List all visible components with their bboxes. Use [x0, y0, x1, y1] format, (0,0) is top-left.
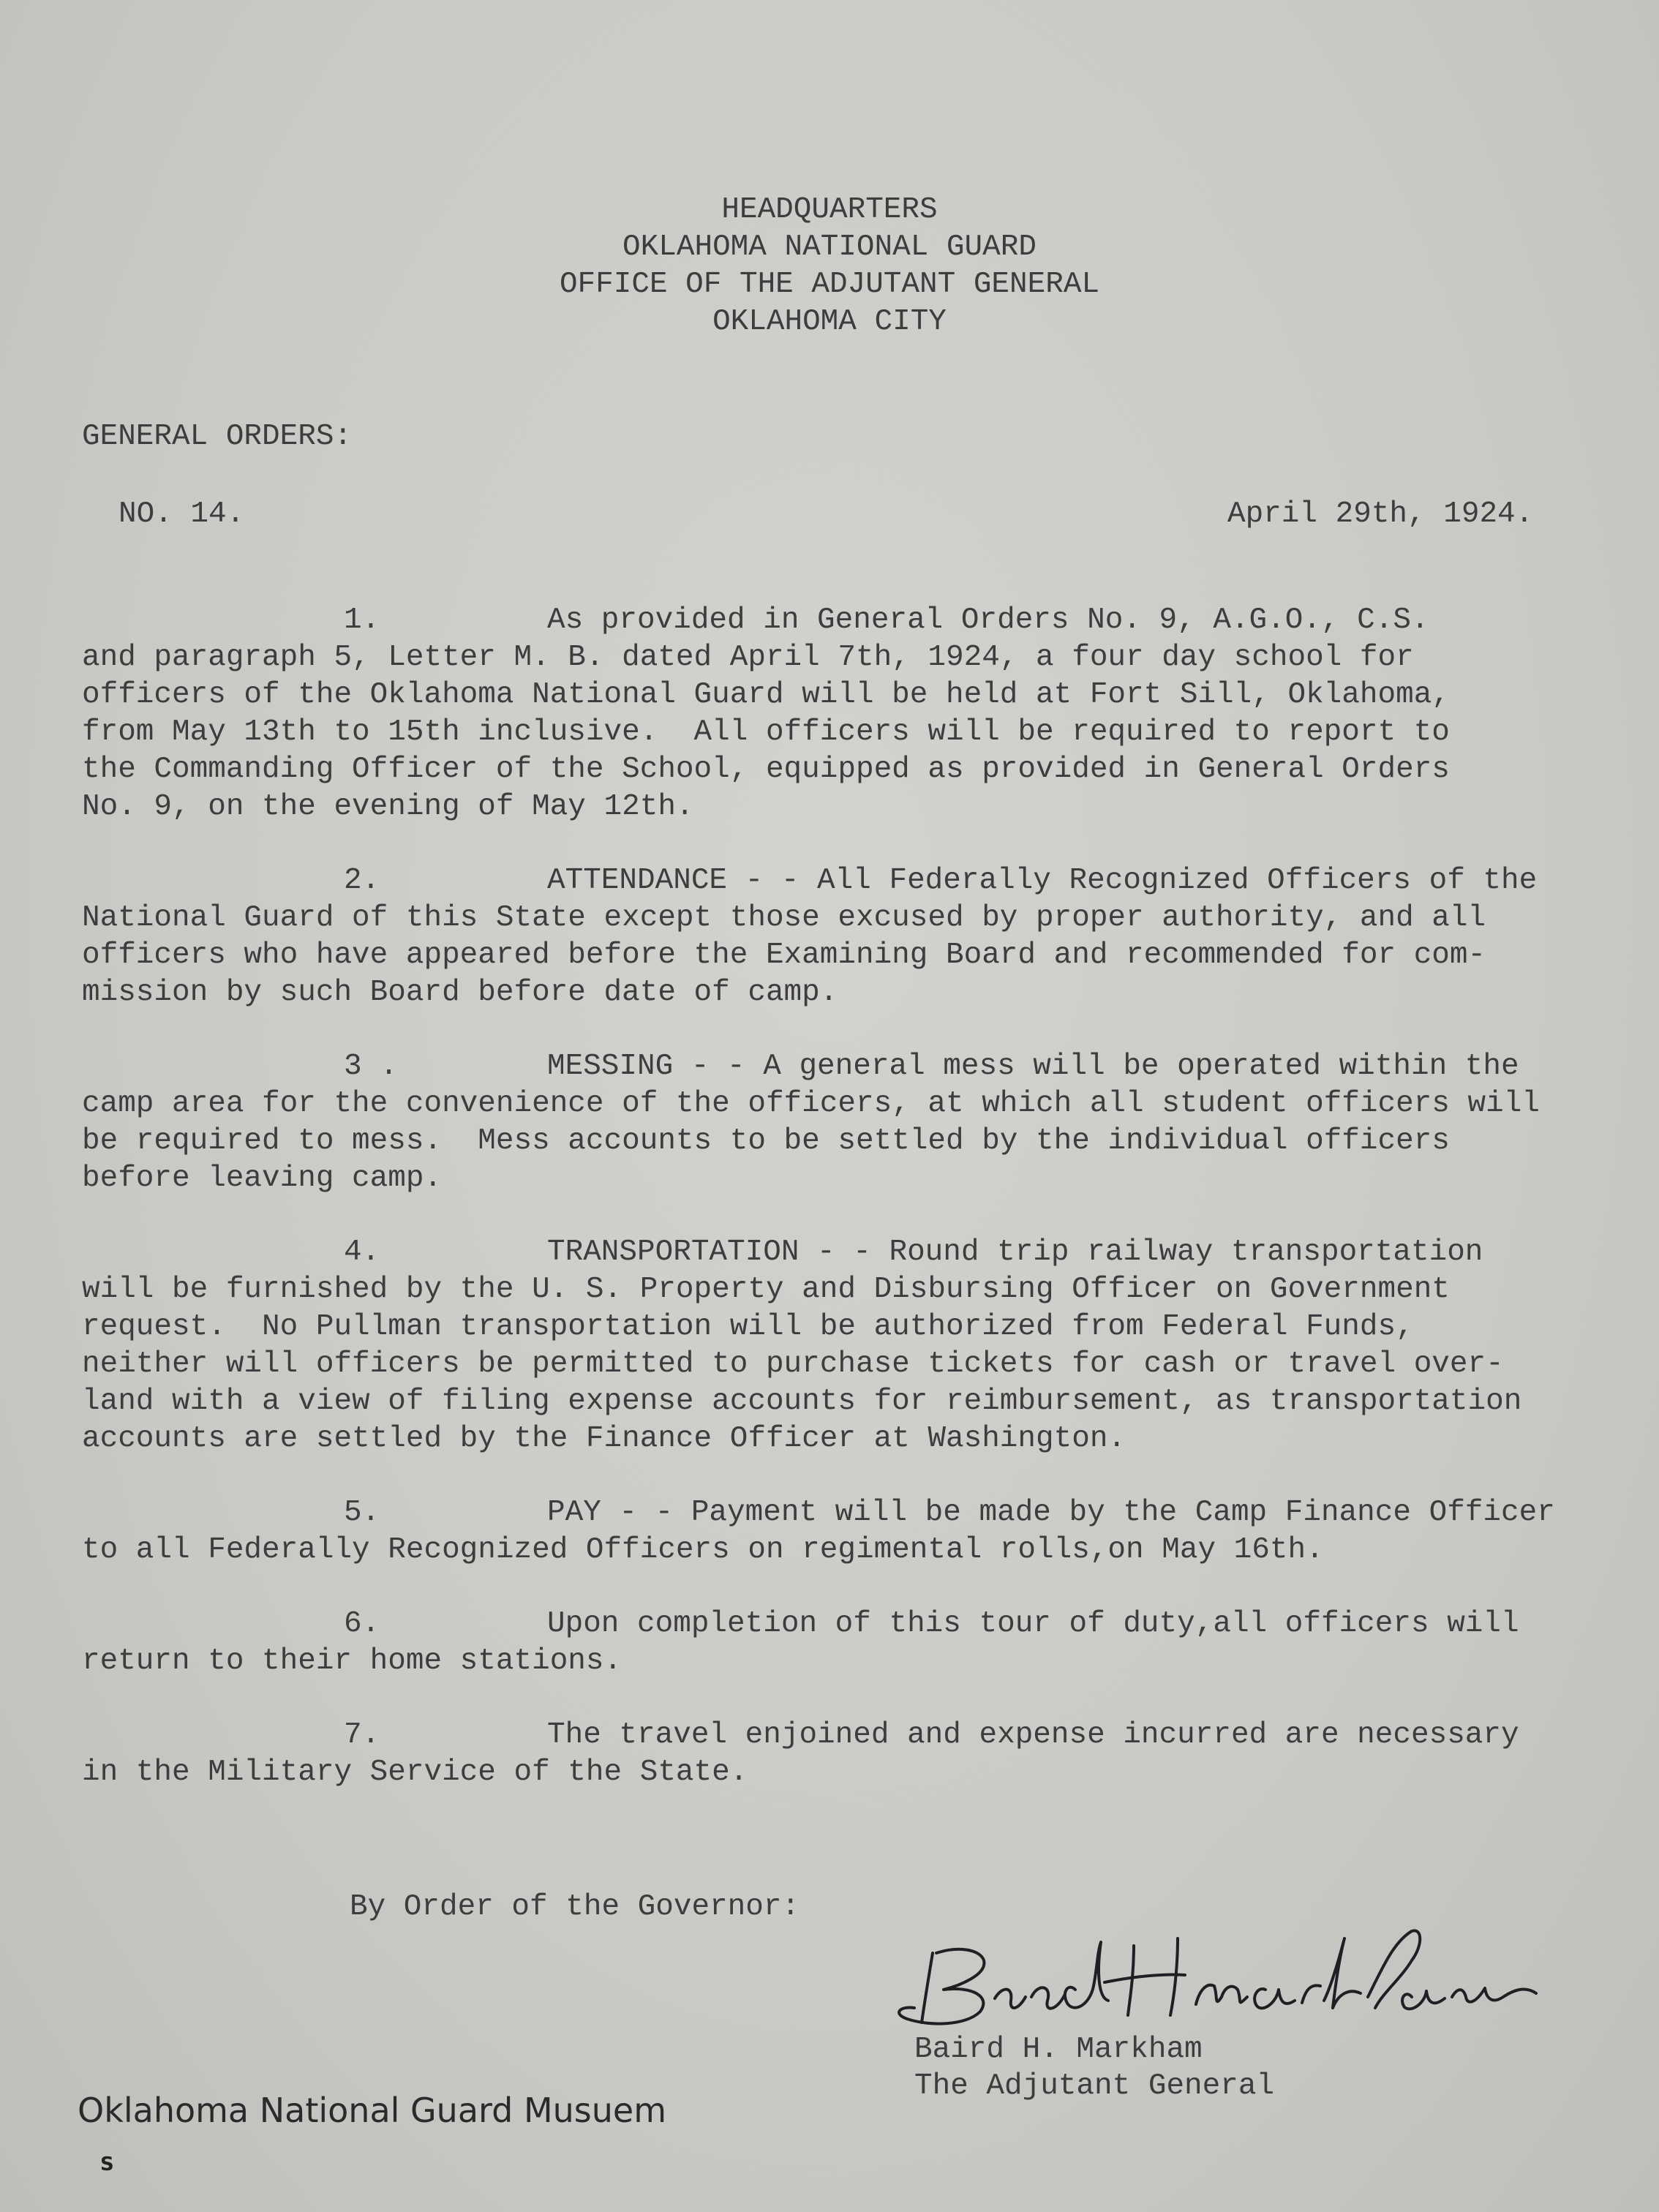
paragraph-1	[82, 602, 1603, 826]
paragraph-text: return to their home stations.	[82, 1644, 622, 1678]
paragraph-text: in the Military Service of the State.	[82, 1756, 748, 1789]
letterhead-line-4: OKLAHOMA CITY	[712, 305, 947, 339]
paragraph-4	[82, 1234, 1603, 1458]
order-number: NO. 14.	[118, 497, 245, 531]
paragraph-text: camp area for the convenience of the officers, at which all student officers will be required to mess. Mess accounts to be settled by the individual officers before leaving camp.	[82, 1087, 1540, 1195]
paragraph-text: will be furnished by the U. S. Property and Disbursing Officer on Government request. No Pullman transportation will be authorized from Federal Funds, neither will officers be permitted to purchase tickets for cash or travel over- land with a view of filing expense accounts for reimbursement, as transportation accounts are settled by the Finance Officer at Washington.	[82, 1273, 1522, 1456]
letterhead-line-1: HEADQUARTERS	[721, 193, 938, 227]
paragraph-3	[82, 1048, 1603, 1197]
paragraph-text: and paragraph 5, Letter M. B. dated April 7th, 1924, a four day school for officers of the Oklahoma National Guard will be held at Fort Sill, Oklahoma, from May 13th to 15th inclusive. All officers will be required to report to the Commanding Officer of the School, equipped as provided in General Orders No. 9, on the evening of May 12th.	[82, 641, 1450, 824]
paragraph-number: 6.	[344, 1607, 380, 1641]
signatory-name: Baird H. Markham	[914, 2033, 1203, 2066]
paragraph-2	[82, 862, 1603, 1012]
paragraph-number: 7.	[344, 1718, 380, 1752]
handwritten-signature	[856, 1916, 1565, 2041]
paragraph-number: 2.	[344, 864, 380, 898]
letterhead-line-3: OFFICE OF THE ADJUTANT GENERAL	[559, 268, 1100, 301]
paragraph-number: 1.	[344, 603, 380, 637]
paragraph-text: National Guard of this State except those excused by proper authority, and all officers who have appeared before the Examining Board and recommended for com- mission by such Board before date of camp.	[82, 901, 1486, 1009]
letterhead	[0, 192, 1659, 341]
general-orders-title: GENERAL ORDERS:	[82, 420, 353, 454]
paragraph-lead: The travel enjoined and expense incurred are necessary	[547, 1718, 1519, 1752]
paragraph-lead: MESSING - - A general mess will be operated within the	[547, 1050, 1519, 1083]
museum-watermark: Oklahoma National Guard Musuem	[78, 2091, 667, 2130]
paragraph-5	[82, 1494, 1603, 1569]
order-body	[82, 602, 1603, 1828]
signatory-title: The Adjutant General	[914, 2069, 1275, 2103]
paragraph-6	[82, 1606, 1603, 1680]
paragraph-7	[82, 1717, 1603, 1791]
paragraph-lead: TRANSPORTATION - - Round trip railway transportation	[547, 1235, 1483, 1269]
letterhead-line-2: OKLAHOMA NATIONAL GUARD	[622, 230, 1037, 264]
paragraph-lead: Upon completion of this tour of duty,all officers will	[547, 1607, 1519, 1641]
paragraph-text: to all Federally Recognized Officers on regimental rolls,on May 16th.	[82, 1533, 1324, 1567]
by-order-line: By Order of the Governor:	[350, 1890, 800, 1924]
paragraph-lead: PAY - - Payment will be made by the Camp Finance Officer	[547, 1496, 1555, 1530]
paragraph-number: 5.	[344, 1496, 380, 1530]
paragraph-lead: ATTENDANCE - - All Federally Recognized Officers of the	[547, 864, 1538, 898]
paragraph-number: 3 .	[344, 1050, 398, 1083]
paragraph-lead: As provided in General Orders No. 9, A.G.O., C.S.	[547, 603, 1429, 637]
paragraph-number: 4.	[344, 1235, 380, 1269]
corner-mark: S	[100, 2153, 114, 2175]
order-date: April 29th, 1924.	[1227, 497, 1534, 531]
